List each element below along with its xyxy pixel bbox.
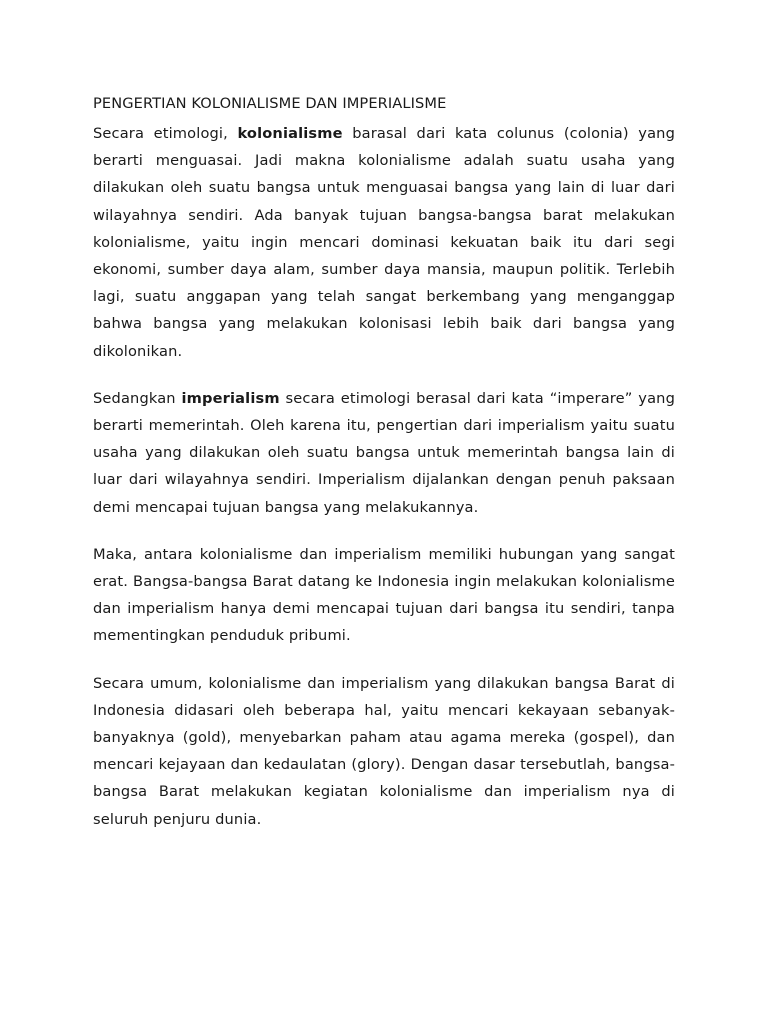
paragraph-kolonialisme [93,120,675,365]
p2-lead-text: Sedangkan [93,389,182,407]
paragraph-motives: Secara umum, kolonialisme dan imperialism yang dilakukan bangsa Barat di Indonesia didasari oleh beberapa hal, yaitu mencari kekayaan sebanyak-banyaknya (gold), menyebarkan paham atau agama mereka (gospel), dan mencari kejayaan dan kedaulatan (glory). Dengan dasar tersebutlah, bangsa-bangsa Barat melakukan kegiatan kolonialisme dan imperialism nya di seluruh penjuru dunia. [93,674,675,828]
p1-lead-text: Secara etimologi, [93,125,238,142]
p1-body-text: barasal dari kata colunus (colonia) yang berarti menguasai. Jadi makna kolonialisme adalah suatu usaha yang dilakukan oleh suatu bangsa untuk menguasai bangsa yang lain di luar dari wilayahnya sendiri. Ada banyak tujuan bangsa-bangsa barat melakukan kolonialisme, yaitu ingin mencari dominasi kekuatan baik itu dari segi ekonomi, sumber daya alam, sumber daya mansia, maupun politik. Terlebih lagi, suatu anggapan yang telah sangat berkembang yang menganggap bahwa bangsa yang melakukan kolonisasi lebih baik dari bangsa yang dikolonikan. [93,125,675,360]
p2-body-text: secara etimologi berasal dari kata “imperare” yang berarti memerintah. Oleh karena itu, pengertian dari imperialism yaitu suatu usaha yang dilakukan oleh suatu bangsa untuk memerintah bangsa lain di luar dari wilayahnya sendiri. Imperialism dijalankan dengan penuh paksaan demi mencapai tujuan bangsa yang melakukannya. [93,389,675,516]
paragraph-imperialism [93,385,675,521]
term-kolonialisme: kolonialisme [237,125,343,142]
paragraph-relationship: Maka, antara kolonialisme dan imperialism memiliki hubungan yang sangat erat. Bangsa-bangsa Barat datang ke Indonesia ingin melakukan kolonialisme dan imperialism hanya demi mencapai tujuan dari bangsa itu sendiri, tanpa mementingkan penduduk pribumi. [93,545,675,645]
term-imperialism: imperialism [181,389,280,407]
document-title: PENGERTIAN KOLONIALISME DAN IMPERIALISME [93,95,447,112]
